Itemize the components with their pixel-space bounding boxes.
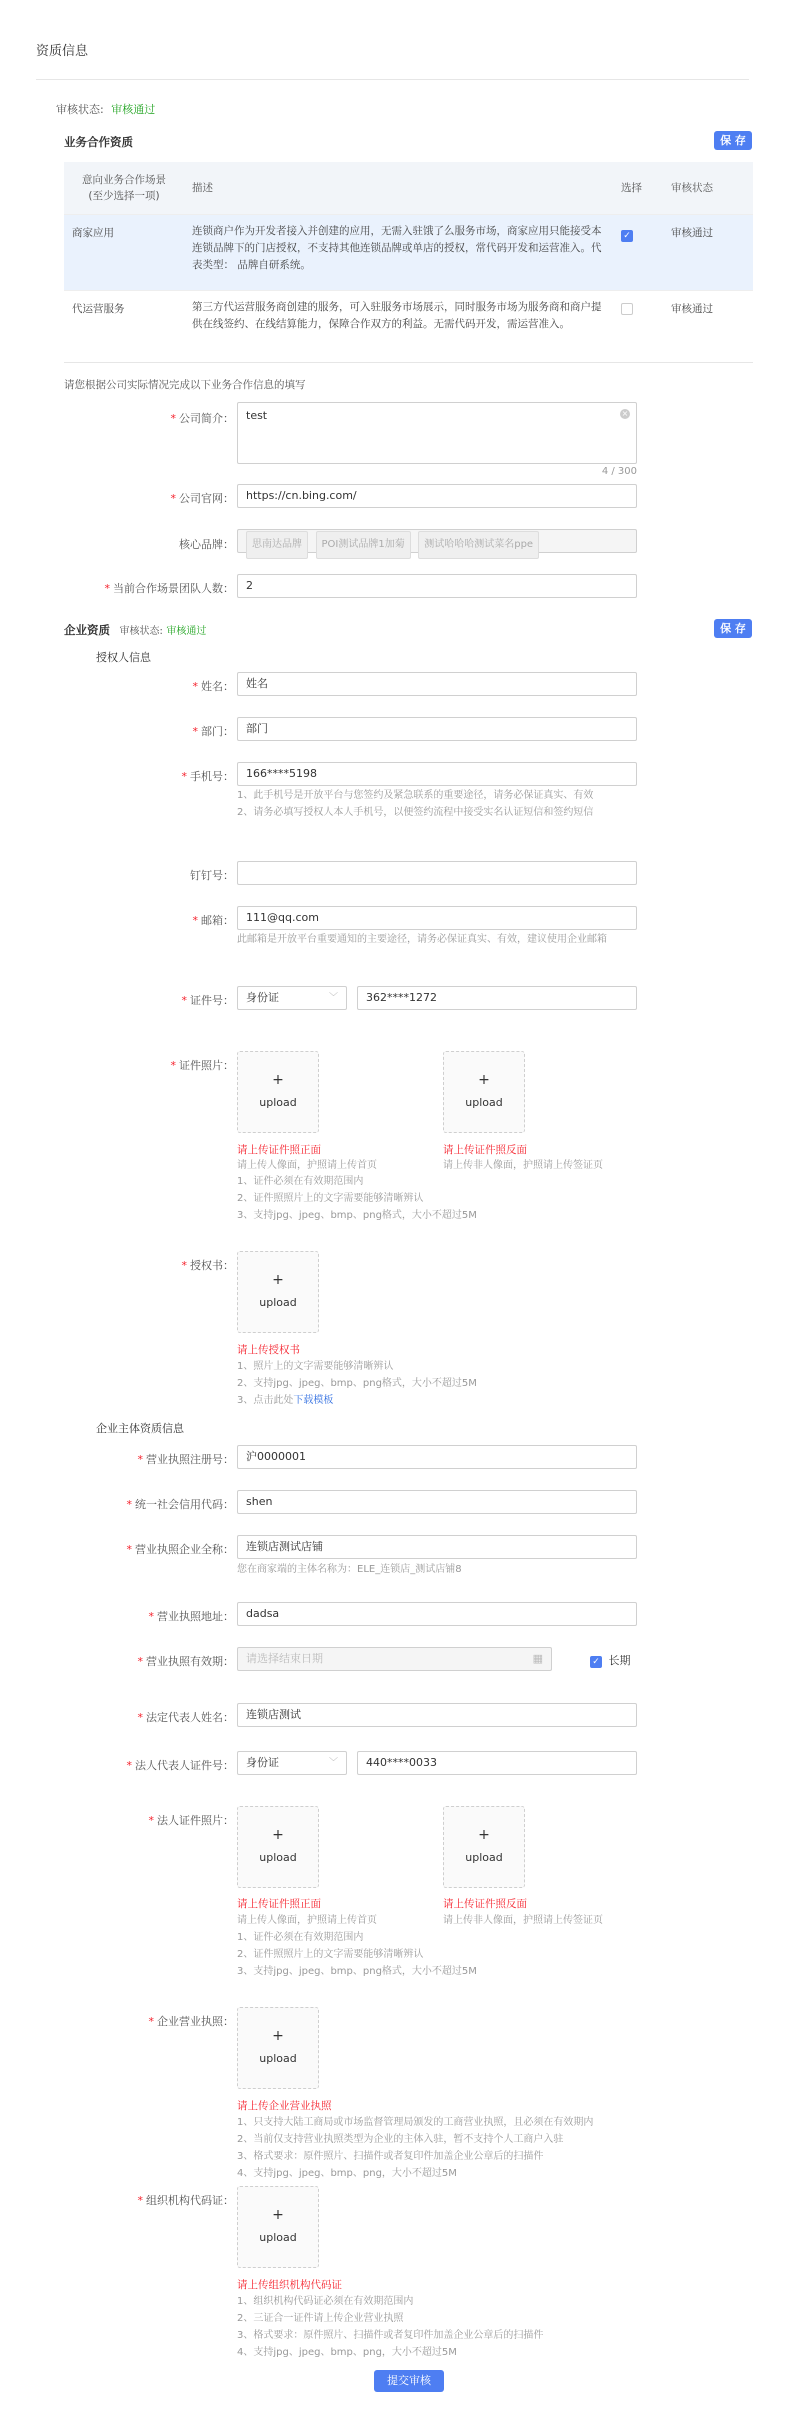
authorization-upload[interactable]: + upload: [237, 1251, 319, 1333]
id-photo-back-title: 请上传证件照反面: [443, 1144, 527, 1156]
company-intro-count: 4 / 300: [601, 466, 637, 477]
address-label: * 营业执照地址：: [148, 1610, 234, 1623]
id-label: * 证件号：: [181, 994, 234, 1007]
long-term-checkbox[interactable]: ✓ 长期: [590, 1652, 631, 1668]
enterprise-audit-value: 审核通过: [166, 626, 207, 637]
credit-code-label: * 统一社会信用代码：: [126, 1498, 234, 1511]
table-header-desc: 描述: [184, 162, 613, 214]
team-size-label: * 当前合作场景团队人数：: [104, 582, 234, 595]
business-intro-text: 请您根据公司实际情况完成以下业务合作信息的填写: [64, 379, 306, 391]
license-upload[interactable]: + upload: [237, 2007, 319, 2089]
audit-status-label: 审核状态:: [56, 103, 104, 116]
full-name-hint: 您在商家端的主体名称为：ELE_连锁店_测试店铺8: [237, 1564, 462, 1575]
email-input[interactable]: 111@qq.com: [237, 906, 637, 930]
id-photo-front-upload[interactable]: + upload: [237, 1051, 319, 1133]
legal-id-label: * 法人代表人证件号：: [126, 1759, 234, 1772]
legal-photo-hints: 1、证件必须在有效期范围内 2、证件照照片上的文字需要能够清晰辨认 3、支持jpg、jpeg、bmp、png格式，大小不超过5M: [237, 1932, 477, 1977]
legal-id-type-select[interactable]: 身份证 ﹀: [237, 1751, 347, 1775]
team-size-input[interactable]: 2: [237, 574, 637, 598]
scene-status: 审核通过: [663, 290, 753, 360]
enterprise-section-header: [64, 622, 206, 638]
company-intro-value: test: [246, 409, 268, 422]
calendar-icon: ▦: [532, 1652, 543, 1665]
legal-photo-front-upload[interactable]: + upload: [237, 1806, 319, 1888]
page-title: 资质信息: [36, 44, 89, 59]
brand-tag: 思南达品牌: [246, 531, 308, 559]
org-code-title: 请上传组织机构代码证: [237, 2279, 342, 2291]
business-section-title: 业务合作资质: [64, 135, 133, 149]
chevron-down-icon: ﹀: [328, 993, 338, 1003]
chevron-down-icon: ﹀: [328, 1758, 338, 1768]
plus-icon: +: [478, 1072, 490, 1088]
reg-no-label: * 营业执照注册号：: [137, 1453, 234, 1466]
legal-photo-label: * 法人证件照片：: [148, 1814, 234, 1827]
brand-tag: 测试哈哈哈测试菜名ppe: [418, 531, 539, 559]
subject-title: 企业主体资质信息: [96, 1422, 184, 1435]
authorization-label: * 授权书：: [181, 1259, 234, 1272]
section-divider: [64, 362, 753, 363]
business-scene-table: [64, 162, 753, 360]
enterprise-section-title: 企业资质: [64, 623, 110, 637]
audit-status-value: 审核通过: [111, 103, 156, 116]
id-photo-front-hint: 请上传人像面，护照请上传首页: [237, 1160, 377, 1171]
legal-photo-back-hint: 请上传非人像面，护照请上传签证页: [443, 1915, 603, 1926]
plus-icon: +: [272, 2028, 284, 2044]
email-hint: 此邮箱是开放平台重要通知的主要途径，请务必保证真实、有效，建议使用企业邮箱: [237, 934, 607, 945]
table-row[interactable]: [64, 290, 753, 360]
download-template-link[interactable]: 下载模板: [293, 1395, 334, 1406]
legal-photo-back-upload[interactable]: + upload: [443, 1806, 525, 1888]
table-header-scene-label: 意向业务合作场景 (至少选择一项): [82, 173, 166, 202]
reg-no-input[interactable]: 沪0000001: [237, 1445, 637, 1469]
table-header-select: 选择: [613, 162, 663, 214]
license-hints: 1、只支持大陆工商局或市场监督管理局颁发的工商营业执照，且必须在有效期内 2、当前仅支持营业执照类型为企业的主体入驻，暂不支持个人工商户入驻 3、格式要求：原件照片、扫描件或者复印件加盖企业公章后的扫描件 4、支持jpg、jpeg、bmp、png，大小不超过5M: [237, 2117, 594, 2179]
plus-icon: +: [272, 1072, 284, 1088]
name-input[interactable]: 姓名: [237, 672, 637, 696]
validity-date-picker: 请选择结束日期 ▦: [237, 1647, 552, 1671]
clear-icon[interactable]: ×: [621, 409, 629, 418]
audit-status: [56, 101, 155, 117]
submit-button[interactable]: 提交审核: [374, 2370, 444, 2392]
dept-input[interactable]: 部门: [237, 717, 637, 741]
website-input[interactable]: https://cn.bing.com/: [237, 484, 637, 508]
scene-desc: 第三方代运营服务商创建的服务，可入驻服务市场展示，同时服务市场为服务商和商户提供在线签约、在线结算能力，保障合作双方的利益。无需代码开发，需运营准入。: [184, 290, 613, 360]
enterprise-audit-label: 审核状态:: [119, 626, 163, 637]
scene-status: 审核通过: [663, 214, 753, 290]
company-intro-textarea[interactable]: [237, 402, 637, 464]
org-code-upload[interactable]: + upload: [237, 2186, 319, 2268]
plus-icon: +: [478, 1827, 490, 1843]
email-label: * 邮箱：: [192, 914, 234, 927]
plus-icon: +: [272, 1272, 284, 1288]
table-header-status: 审核状态: [663, 162, 753, 214]
scene-name: 代运营服务: [64, 290, 184, 360]
name-label: * 姓名：: [192, 680, 234, 693]
validity-label: * 营业执照有效期：: [137, 1655, 234, 1668]
company-intro-label: * 公司简介：: [170, 412, 234, 425]
check-icon[interactable]: ✓: [590, 1656, 602, 1668]
scene-checkbox[interactable]: ✓: [621, 230, 633, 242]
authorization-title: 请上传授权书: [237, 1344, 300, 1356]
phone-input[interactable]: 166****5198: [237, 762, 637, 786]
scene-checkbox[interactable]: [621, 303, 633, 315]
brand-tag: POI测试品牌1加菊: [316, 531, 411, 559]
id-photo-label: * 证件照片：: [170, 1059, 234, 1072]
legal-name-input[interactable]: 连锁店测试: [237, 1703, 637, 1727]
dingding-input[interactable]: [237, 861, 637, 885]
legal-photo-back-title: 请上传证件照反面: [443, 1898, 527, 1910]
brands-field: [237, 529, 637, 553]
website-label: * 公司官网：: [170, 492, 234, 505]
scene-name: 商家应用: [64, 214, 184, 290]
credit-code-input[interactable]: shen: [237, 1490, 637, 1514]
legal-name-label: * 法定代表人姓名：: [137, 1711, 234, 1724]
phone-hint: 1、此手机号是开放平台与您签约及紧急联系的重要途径，请务必保证真实、有效 2、请务必填写授权人本人手机号，以便签约流程中接受实名认证短信和签约短信: [237, 790, 594, 818]
authorization-hints: 1、照片上的文字需要能够清晰辨认 2、支持jpg、jpeg、bmp、png格式，大小不超过5M 3、点击此处下载模板: [237, 1361, 477, 1406]
full-name-input[interactable]: 连锁店测试店铺: [237, 1535, 637, 1559]
license-title: 请上传企业营业执照: [237, 2100, 332, 2112]
id-photo-back-upload[interactable]: + upload: [443, 1051, 525, 1133]
dept-label: * 部门：: [192, 725, 234, 738]
dingding-label: 钉钉号：: [190, 869, 234, 882]
license-label: * 企业营业执照：: [148, 2015, 234, 2028]
id-photo-front-title: 请上传证件照正面: [237, 1144, 321, 1156]
business-save-button[interactable]: 保 存: [714, 131, 752, 150]
legal-id-input[interactable]: 440****0033: [357, 1751, 637, 1775]
org-code-label: * 组织机构代码证：: [137, 2194, 234, 2207]
legal-photo-front-title: 请上传证件照正面: [237, 1898, 321, 1910]
full-name-label: * 营业执照企业全称：: [126, 1543, 234, 1556]
phone-label: * 手机号：: [181, 770, 234, 783]
id-photo-back-hint: 请上传非人像面，护照请上传签证页: [443, 1160, 603, 1171]
plus-icon: +: [272, 1827, 284, 1843]
address-input[interactable]: dadsa: [237, 1602, 637, 1626]
id-number-input[interactable]: 362****1272: [357, 986, 637, 1010]
org-code-hints: 1、组织机构代码证必须在有效期范围内 2、三证合一证件请上传企业营业执照 3、格式要求：原件照片、扫描件或者复印件加盖企业公章后的扫描件 4、支持jpg、jpeg、bmp、png，大小不超过5M: [237, 2296, 544, 2358]
legal-photo-front-hint: 请上传人像面，护照请上传首页: [237, 1915, 377, 1926]
auth-person-title: 授权人信息: [96, 651, 151, 664]
brands-label: 核心品牌：: [179, 538, 234, 551]
scene-desc: 连锁商户作为开发者接入并创建的应用，无需入驻饿了么服务市场，商家应用只能接受本连锁品牌下的门店授权，不支持其他连锁品牌或单店的授权，常代码开发和运营准入。代表类型： 品牌自研系统。: [184, 214, 613, 290]
id-type-select[interactable]: 身份证 ﹀: [237, 986, 347, 1010]
title-divider: [36, 79, 749, 80]
plus-icon: +: [272, 2207, 284, 2223]
table-header-scene: [64, 162, 184, 214]
table-row[interactable]: [64, 214, 753, 290]
enterprise-save-button[interactable]: 保 存: [714, 619, 752, 638]
id-photo-hints: 1、证件必须在有效期范围内 2、证件照照片上的文字需要能够清晰辨认 3、支持jpg、jpeg、bmp、png格式，大小不超过5M: [237, 1176, 477, 1221]
